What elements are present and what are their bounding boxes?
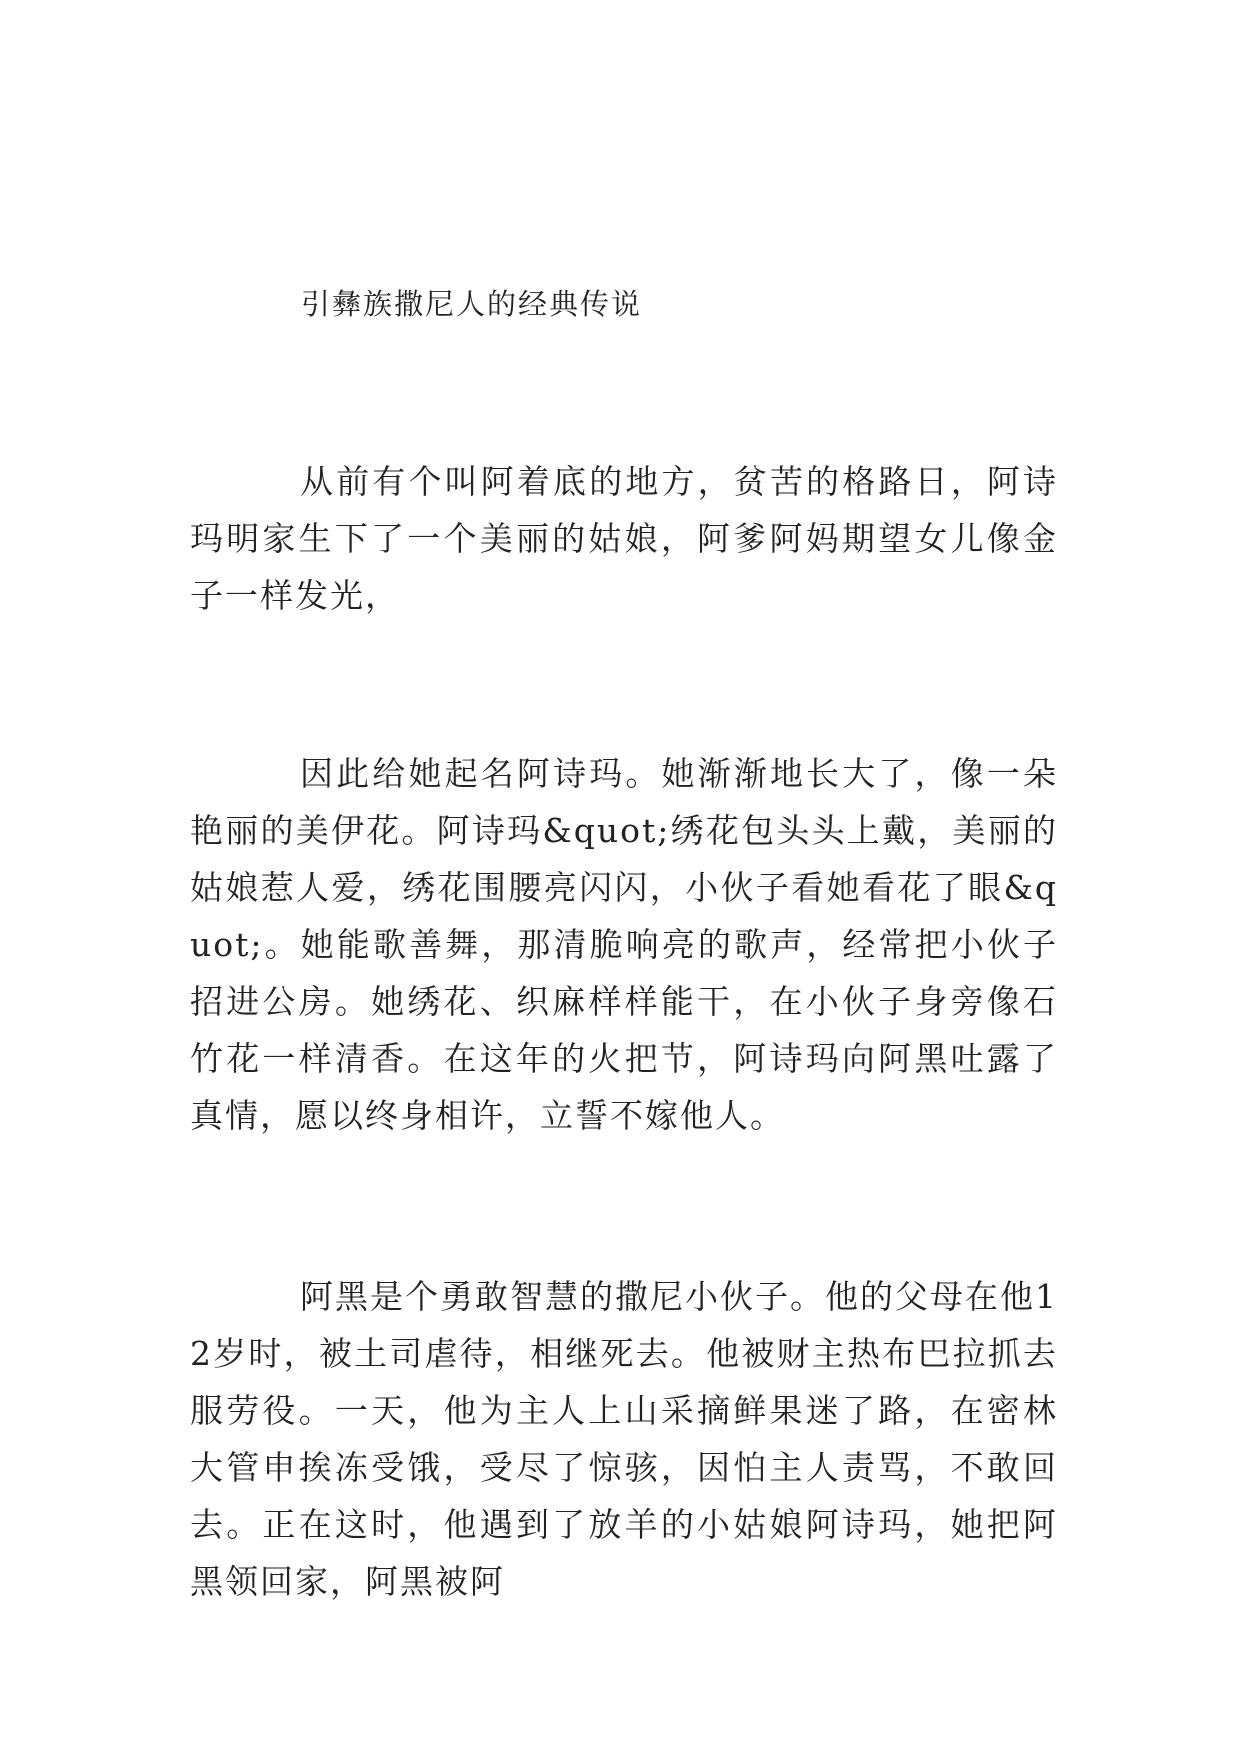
paragraph: 因此给她起名阿诗玛。她渐渐地长大了，像一朵艳丽的美伊花。阿诗玛&quot;绣花包头头上戴，美丽的姑娘惹人爱，绣花围腰亮闪闪，小伙子看她看花了眼&quot;。她能歌善舞，那清脆响亮的歌声，经常把小伙子招进公房。她绣花、织麻样样能干，在小伙子身旁像石竹花一样清香。在这年的火把节，阿诗玛向阿黑吐露了真情，愿以终身相许，立誓不嫁他人。 <box>190 754 1058 1135</box>
paragraph: 从前有个叫阿着底的地方，贫苦的格路日，阿诗玛明家生下了一个美丽的姑娘，阿爹阿妈期望女儿像金子一样发光， <box>190 462 1058 615</box>
paragraph: 阿黑是个勇敢智慧的撒尼小伙子。他的父母在他12岁时，被土司虐待，相继死去。他被财主热布巴拉抓去服劳役。一天，他为主人上山采摘鲜果迷了路，在密林大管申挨冻受饿，受尽了惊骇，因怕主人责骂，不敢回去。正在这时，他遇到了放羊的小姑娘阿诗玛，她把阿黑领回家，阿黑被阿 <box>190 1277 1058 1601</box>
document-title: 引彝族撒尼人的经典传说 <box>301 287 643 321</box>
